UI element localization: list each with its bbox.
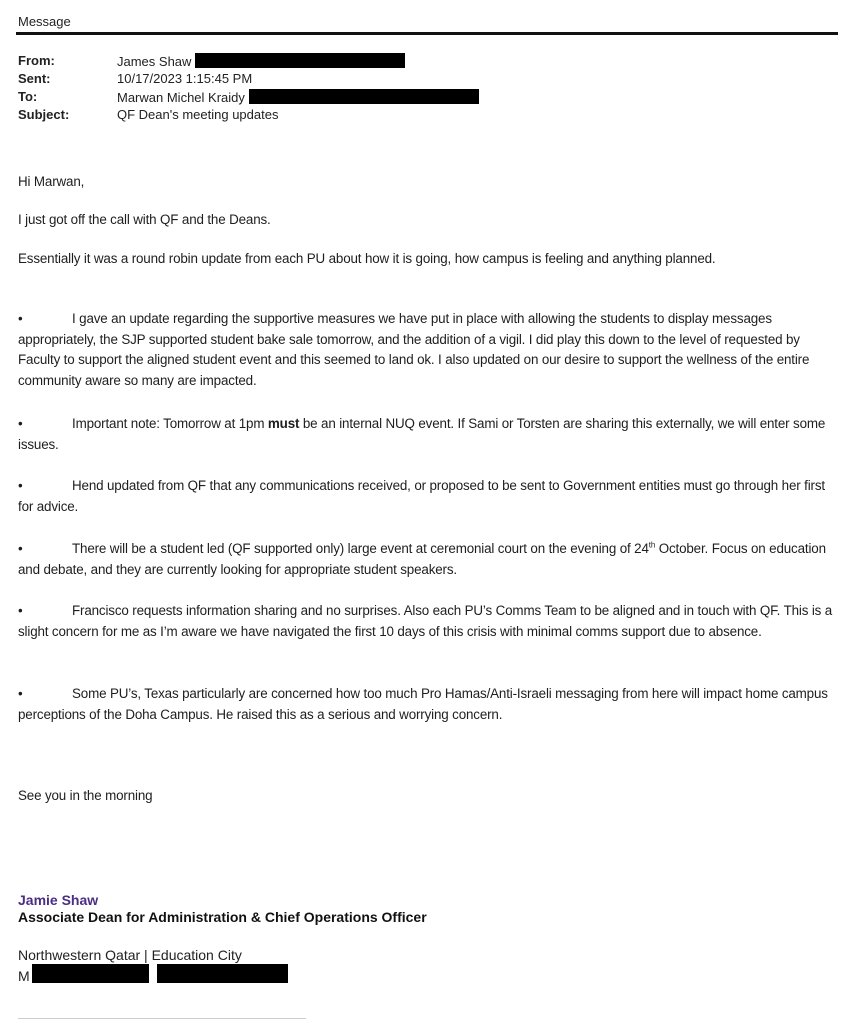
subject-value: QF Dean's meeting updates (117, 107, 279, 122)
closing: See you in the morning (18, 788, 153, 803)
sent-label: Sent: (18, 71, 51, 86)
bullet-emphasis: must (267, 416, 300, 431)
bullet-item (18, 601, 833, 642)
bullet-item (18, 539, 833, 580)
bullet-text: Hend updated from QF that any communications received, or proposed to be sent to Government entities must go through her first for advice. (18, 478, 825, 514)
bullet-icon: • (18, 416, 23, 431)
bullet-text: There will be a student led (QF supported only) large event at ceremonial court on the evening of 24 (72, 541, 649, 556)
bullet-icon: • (18, 478, 23, 493)
to-label: To: (18, 89, 38, 104)
paragraph: I just got off the call with QF and the Deans. (18, 212, 271, 227)
bullet-icon: • (18, 603, 23, 618)
signature-name: Jamie Shaw (18, 892, 99, 908)
subject-label: Subject: (18, 107, 70, 122)
bullet-superscript: th (648, 540, 656, 550)
to-value[interactable]: Marwan Michel Kraidy (117, 90, 245, 105)
signature-divider (18, 1018, 306, 1019)
from-label: From: (18, 53, 55, 68)
redaction-box (195, 53, 405, 68)
window-title: Message (18, 14, 71, 29)
bullet-item (18, 309, 833, 391)
to-value-wrap (117, 89, 479, 106)
title-divider (16, 32, 838, 35)
signature-role: Associate Dean for Administration & Chief Operations Officer (18, 909, 427, 925)
from-value-wrap (117, 53, 405, 70)
from-value[interactable]: James Shaw (117, 54, 192, 69)
bullet-icon: • (18, 686, 23, 701)
redaction-box (249, 89, 479, 104)
bullet-item (18, 684, 833, 725)
signature-org: Northwestern Qatar | Education City (18, 947, 242, 963)
greeting: Hi Marwan, (18, 174, 85, 189)
bullet-text: I gave an update regarding the supportive measures we have put in place with allowing the students to display messages appropriately, the SJP supported student bake sale tomorrow, and the addition of a vigil. I did play this down to the level of requested by Faculty to support the aligned student event and this seemed to land ok. I also updated on our desire to support the wellness of the entire community aware so many are impacted. (18, 311, 810, 388)
bullet-icon: • (18, 541, 23, 556)
phone-prefix: M (18, 968, 30, 984)
sent-value: 10/17/2023 1:15:45 PM (117, 71, 253, 86)
bullet-text: Some PU’s, Texas particularly are concerned how too much Pro Hamas/Anti-Israeli messaging from here will impact home campus perceptions of the Doha Campus. He raised this as a serious and worrying concern. (18, 686, 828, 722)
redaction-box (157, 964, 288, 983)
signature-phone (18, 964, 288, 984)
bullet-text: October. Focus on education and debate, and they are currently looking for appropriate student speakers. (18, 541, 826, 577)
bullet-text: Francisco requests information sharing and no surprises. Also each PU’s Comms Team to be aligned and in touch with QF. This is a slight concern for me as I’m aware we have navigated the first 10 days of this crisis with minimal comms support due to absence. (18, 603, 833, 639)
bullet-icon: • (18, 311, 23, 326)
paragraph: Essentially it was a round robin update from each PU about how it is going, how campus is feeling and anything planned. (18, 251, 716, 266)
bullet-text: Important note: Tomorrow at 1pm (72, 416, 268, 431)
bullet-item (18, 414, 833, 455)
redaction-box (32, 964, 149, 983)
bullet-item (18, 476, 833, 517)
bullet-text: be an internal NUQ event. If Sami or Torsten are sharing this externally, we will enter some issues. (18, 416, 826, 452)
